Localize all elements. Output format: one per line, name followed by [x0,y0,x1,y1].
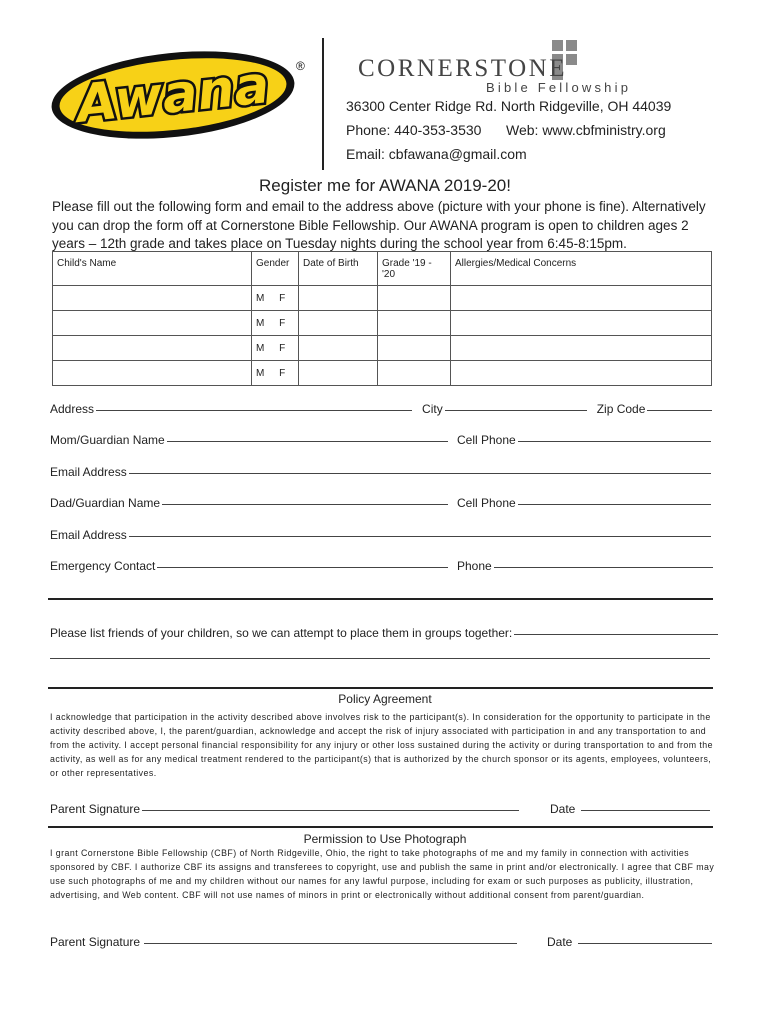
table-row [53,336,712,361]
divider [48,598,713,600]
dob-cell[interactable] [299,361,378,386]
email1-field[interactable] [129,473,711,474]
emergency-field[interactable] [157,567,448,568]
cell2-label: Cell Phone [457,496,516,510]
svg-text:CORNERSTONE: CORNERSTONE [358,55,568,82]
email2-label: Email Address [50,528,127,542]
table-row [53,311,712,336]
church-email: Email: cbfawana@gmail.com [346,146,527,162]
col-grade: Grade '19 - '20 [378,252,451,286]
photo-date-label: Date [547,935,573,949]
address-row [50,402,712,416]
emergency-row [50,559,448,573]
phone-label: Phone [457,559,492,573]
header-divider [322,38,324,170]
awana-logo-text: Awana [73,55,273,135]
child-name-cell[interactable] [53,361,252,386]
dob-cell[interactable] [299,311,378,336]
policy-text: I acknowledge that participation in the activity described above involves risk to the participant(s). In consideration for the opportunity to participate in the activity described above, I, the parent/guardian, acknowledge and accept the risk of injury associated with participation in and any transportation to and from the activity. I accept personal financial responsibility for any injury or other loss sustained during the activity or during transportation to and from the activity, as well as for any medical treatment rendered to the participant(s) that is authorized by the church sponsor or its agents, employees, volunteers, or other representatives. [50,712,713,778]
photo-date-field[interactable] [578,943,712,944]
friends-field-2[interactable] [50,658,710,659]
email2-field[interactable] [129,536,711,537]
gender-cell[interactable]: M F [252,311,299,336]
photo-signature-row [50,935,517,949]
awana-logo [48,40,318,140]
email1-row [50,465,711,479]
friends-row [50,626,718,640]
allergies-cell[interactable] [451,361,712,386]
photo-heading: Permission to Use Photograph [303,832,467,846]
policy-signature-label: Parent Signature [50,802,141,816]
cell1-row [457,433,711,447]
phone-field[interactable] [494,567,713,568]
policy-signature-row [50,802,519,816]
zip-label: Zip Code [596,402,646,416]
church-address: 36300 Center Ridge Rd. North Ridgeville, OH 44039 [346,98,672,114]
col-child-name: Child's Name [53,252,252,286]
grade-cell[interactable] [378,286,451,311]
email2-row [50,528,711,542]
policy-date-label: Date [550,802,576,816]
grade-cell[interactable] [378,361,451,386]
mom-field[interactable] [167,441,448,442]
church-phone: Phone: 440-353-3530 [346,122,482,138]
child-name-cell[interactable] [53,336,252,361]
col-dob: Date of Birth [299,252,378,286]
friends-field[interactable] [514,634,718,635]
church-web: Web: www.cbfministry.org [506,122,666,138]
table-header-row [53,252,712,286]
policy-heading: Policy Agreement [338,692,432,706]
grade-cell[interactable] [378,336,451,361]
child-name-cell[interactable] [53,286,252,311]
friends-row-2 [50,660,710,661]
dad-row [50,496,448,510]
dad-field[interactable] [162,504,448,505]
mom-row [50,433,448,447]
city-label: City [422,402,443,416]
grade-cell[interactable] [378,311,451,336]
cell1-field[interactable] [518,441,711,442]
registered-mark: ® [296,59,305,73]
cell1-label: Cell Phone [457,433,516,447]
child-name-cell[interactable] [53,311,252,336]
dad-label: Dad/Guardian Name [50,496,161,510]
photo-date-row [547,935,712,949]
policy-date-row [550,802,710,816]
address-label: Address [50,402,95,416]
col-allergies: Allergies/Medical Concerns [451,252,712,286]
photo-text: I grant Cornerstone Bible Fellowship (CBF) of North Ridgeville, Ohio, the right to take photographs of me and my family in connection with activities sponsored by CBF. I authorize CBF its assigns and transferees to copyright, use and publish the same in print and/or electronically. I agree that CBF may use such photographs of me and my children without our names for any lawful purpose, including for exam or such purposes as publicity, illustration, advertising, and Web content. CBF will not use names of minors in print or electronically without additional consent from parent/guardian. [50,848,715,900]
children-table [52,251,712,386]
dob-cell[interactable] [299,286,378,311]
email1-label: Email Address [50,465,127,479]
divider [48,687,713,689]
policy-signature-field[interactable] [142,810,519,811]
gender-cell[interactable]: M F [252,286,299,311]
svg-text:Bible Fellowship: Bible Fellowship [486,80,632,95]
gender-cell[interactable]: M F [252,361,299,386]
phone-row [457,559,713,573]
gender-cell[interactable]: M F [252,336,299,361]
dob-cell[interactable] [299,336,378,361]
emergency-label: Emergency Contact [50,559,156,573]
allergies-cell[interactable] [451,311,712,336]
intro-text: Please fill out the following form and email to the address above (picture with your phone is fine). Alternatively you can drop the form off at Cornerstone Bible Fellowship. Our AWANA program is open to children ages 2 years – 12th grade and takes place on Tuesday nights during the school year from 6:45-8:15pm. [52,199,706,251]
allergies-cell[interactable] [451,336,712,361]
table-row [53,361,712,386]
cornerstone-logo [356,38,646,96]
zip-field[interactable] [647,410,712,411]
cell2-row [457,496,711,510]
policy-date-field[interactable] [581,810,710,811]
allergies-cell[interactable] [451,286,712,311]
page-title: Register me for AWANA 2019-20! [259,176,511,195]
photo-signature-field[interactable] [144,943,517,944]
photo-signature-label: Parent Signature [50,935,141,949]
cell2-field[interactable] [518,504,711,505]
col-gender: Gender [252,252,299,286]
divider [48,826,713,828]
friends-label: Please list friends of your children, so we can attempt to place them in groups together: [50,626,513,640]
city-field[interactable] [445,410,587,411]
mom-label: Mom/Guardian Name [50,433,165,447]
table-row [53,286,712,311]
address-field[interactable] [96,410,412,411]
